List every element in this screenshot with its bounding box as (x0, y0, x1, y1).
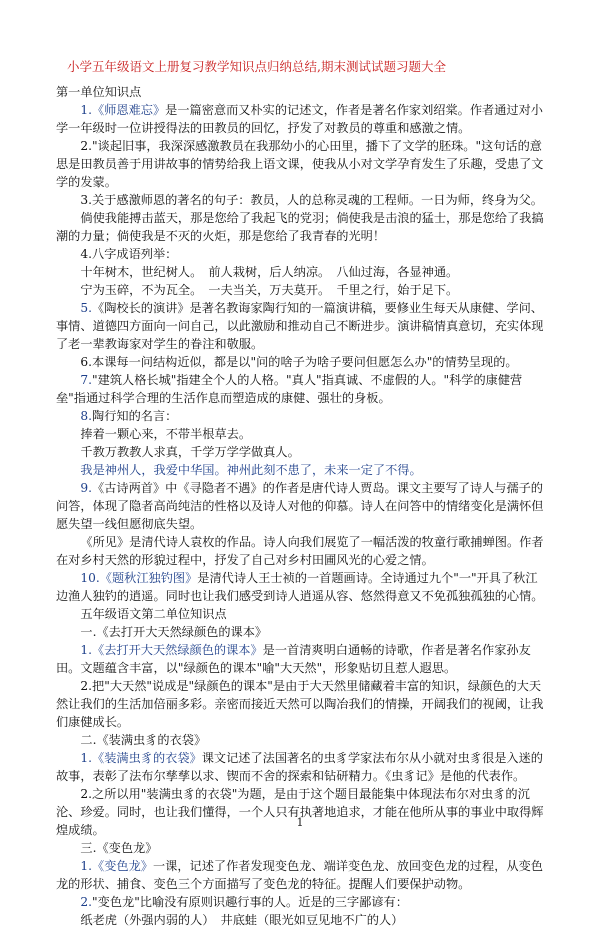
paragraph-text: 课文记述了法国著名的虫豸学家法布尔从小就对虫豸很是入迷的故事，表彰了法布尔孳孳以求、锲而不舍的探索和钻研精力。《虫豸记》是他的代表作。 (56, 751, 543, 783)
unit-1-heading: 第一单位知识点 (56, 85, 142, 99)
lesson-title: 《所见》 (80, 535, 130, 549)
paragraph (56, 371, 548, 407)
lesson-title: 《变色龙》 (92, 859, 153, 873)
quote-line: 我是神州人，我爱中华国。神州此刻不患了，未来一定了不得。 (80, 463, 422, 477)
document-title: 小学五年级语文上册复习教学知识点归纳总结,期末测试试题习题大全 (67, 59, 446, 74)
item-number: 2. (80, 787, 93, 801)
item-number: 1. (80, 643, 93, 657)
paragraph (56, 677, 548, 731)
paragraph (56, 533, 548, 569)
item-number: 5. (80, 301, 93, 315)
paragraph (56, 101, 548, 137)
idiom-line: 宁为玉碎，不为瓦全。 一夫当关，万夫莫开。 千里之行，始于足下。 (80, 283, 459, 297)
item-number: 7. (80, 373, 93, 387)
paragraph-text: 是清代诗人袁枚的作品。诗人向我们展览了一幅活泼的牧童行歌捕蝉图。作者在对乡村天然的形貌过程中，抒发了自己对乡村田圃风光的心爱之情。 (56, 535, 544, 567)
paragraph-text: 这句话的意思是田教员善于用讲故事的情势给我上语文课，使我从小对文学孕育发生了乐趣，受患了文学的发蒙。 (56, 139, 544, 189)
item-number: 1. (80, 751, 93, 765)
item-number: 8. (80, 409, 93, 423)
paragraph-text: 是一篇密意而又朴实的记述文，作者是著名作家刘绍棠。作者通过对小学一年级时一位讲授得法的田教员的回忆，抒发了对教员的尊重和感激之情。 (56, 103, 543, 135)
paragraph (56, 749, 548, 785)
item-number: 2. (80, 895, 93, 909)
document-body (56, 83, 548, 929)
paragraph-text: 之所以用"装满虫豸的衣袋"为题，是由于这个题目最能集中体现法布尔对虫豸的沉沦、珍爱。同时，也让我们懂得，一个人只有执著地追求，才能在他所从事的事业中取得辉煌成绩。 (56, 787, 544, 837)
lesson-title: 《去打开大天然绿颜色的课本》 (92, 643, 263, 657)
item-number: 1. (80, 103, 93, 117)
paragraph (56, 353, 548, 371)
paragraph (56, 893, 548, 911)
paragraph (56, 191, 548, 209)
section-heading: 三.《变色龙》 (80, 841, 158, 855)
item-number: 9. (80, 481, 93, 495)
lesson-title: 《古诗两首》 (92, 481, 166, 495)
paragraph-text: 关于感激师恩的著名的句子：教员，人的总称灵魂的工程师。一日为师，终身为父。 (92, 193, 543, 207)
paragraph-text: 是一首清爽明白通畅的诗歌，作者是著名作家孙友田。文题蕴含丰富，以"绿颜色的课本"喻"大天然"，形象贴切且惹人遐思。 (56, 643, 531, 675)
section-heading: 一.《去打开大天然绿颜色的课本》 (80, 625, 268, 639)
item-number: 10. (80, 571, 100, 585)
paragraph (56, 137, 548, 191)
quote-line: 捧着一颗心来，不带半根草去。 (80, 427, 252, 441)
paragraph (56, 857, 548, 893)
paragraph: 倘使我能搏击蓝天，那是您给了我起飞的党羽；倘使我是击浪的猛士，那是您给了我搞潮的力量；倘使我是不灭的火炬，那是您给了我青春的光明！ (56, 211, 544, 243)
paragraph (56, 785, 548, 839)
item-number: 2. (80, 679, 93, 693)
item-number: 3. (80, 193, 93, 207)
paragraph-text: 本课每一问结构近似，都是以"问的啥子为啥子要问但愿怎么办"的情势呈现的。 (92, 355, 518, 369)
lesson-title: 《题秋江独钓图》 (99, 571, 198, 585)
paragraph-text: 八字成语列举： (92, 247, 178, 261)
paragraph-text: 是著名教诲家陶行知的一篇演讲稿，要修业生每天从康健、学问、事情、道德四方面向一问自己，以此激励和推动自己不断进步。演讲稿情真意切，充实体现了老一辈教诲家对学生的眷注和敬服。 (56, 301, 544, 351)
paragraph (56, 641, 548, 677)
paragraph-text: "变色龙"比喻没有原则识趣行事的人。近是的三字鄙谚有： (92, 895, 408, 909)
paragraph-text: 把"大天然"说成是"绿颜色的课本"是由于大天然里储藏着丰富的知识，绿颜色的大天然让我们的生活加倍丽多彩。亲密而接近天然可以陶冶我们的情操，开阔我们的视阈，让我们康健成长。 (56, 679, 544, 729)
lesson-title: 《装满虫豸的衣袋》 (92, 751, 202, 765)
quote-line: 千教万教教人求真，千学万学学做真人。 (80, 445, 300, 459)
lesson-title: 《师恩难忘》 (92, 103, 166, 117)
item-number: 1. (80, 859, 93, 873)
paragraph (56, 407, 548, 425)
paragraph-text: 是清代诗人王士祯的一首题画诗。全诗通过九个"一"开具了秋江边渔人独钓的逍遥。同时也让我们感受到诗人逍遥从容、悠然得意又不免孤独孤独的心情。 (56, 571, 544, 603)
idiom-line: 十年树木，世纪树人。 前人栽树，后人纳凉。 八仙过海，各显神通。 (80, 265, 459, 279)
paragraph (56, 569, 548, 605)
paragraph-text: 一课，记述了作者发现变色龙、端详变色龙、放回变色龙的过程，从变色龙的形状、捕食、变色三个方面描写了变色龙的特征。提醒人们要保护动物。 (56, 859, 543, 891)
paragraph (56, 299, 548, 353)
paragraph (56, 479, 548, 533)
lesson-title: 《陶校长的演讲》 (92, 301, 190, 315)
unit-2-heading: 五年级语文第二单位知识点 (80, 607, 227, 621)
item-number: 2. (80, 139, 93, 153)
paragraph-text: "建筑人格长城"指建全个人的人格。"真人"指真诚、不虚假的人。"科学的康健营垒"指通过科学合理的生活作息而塑造成的康健、强壮的身板。 (56, 373, 523, 405)
item-number: 6. (80, 355, 93, 369)
section-heading: 二.《装满虫豸的衣袋》 (80, 733, 207, 747)
paragraph (56, 245, 548, 263)
paragraph-text: 陶行知的名言： (92, 409, 178, 423)
quote-text: "谈起旧事，我深深感激教员在我那幼小的心田里，播下了文学的胚珠。" (92, 139, 482, 153)
paragraph: 纸老虎（外强内弱的人） 井底蛙（眼光如豆见地不广的人） (80, 913, 404, 927)
item-number: 4. (80, 247, 93, 261)
paragraph-text: 中《寻隐者不遇》的作者是唐代诗人贾岛。课文主要写了诗人与孺子的问答，体现了隐者高尚纯洁的性格以及诗人对他的仰慕。诗人在问答中的情绪变化是满怀但愿失望一线但愿彻底失望。 (56, 481, 544, 531)
page-number: 1 (296, 816, 304, 829)
